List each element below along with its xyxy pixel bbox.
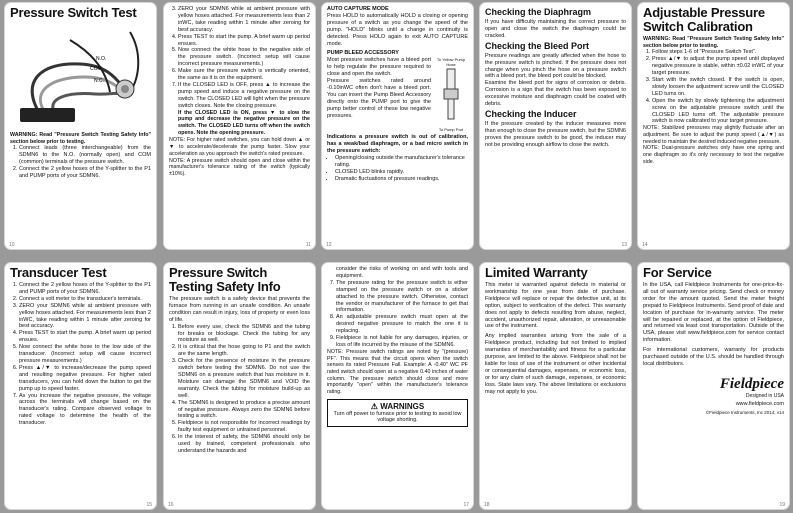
steps-list: [10, 282, 151, 427]
indications-list: [327, 155, 468, 183]
panel-title: For Service: [643, 265, 712, 280]
panel-title: Limited Warranty: [485, 265, 588, 280]
safety-7: 7. The pressure rating for the pressure switch is either stamped on the pressure switch or on a sticker attached to the pressure switch. Otherwise, contact the vendor or manufacturer of the furnace to get that information.: [336, 280, 468, 315]
bleed-accessory-icon: [436, 67, 466, 122]
panel-title: Transducer Test: [10, 265, 107, 280]
step-7: 7. If the CLOSED LED is OFF, press ▲ to increase the pump speed and induce a negative pressure on the switch. The CLOSED LED will light when the pressure switch closes. Note the closing pressure.: [178, 82, 310, 110]
steps-list: [169, 6, 310, 110]
warnings-text: Turn off power to furnace prior to testing to avoid low voltage shorting.: [333, 410, 462, 424]
fig-label-hose: To Yellow Pump Hose: [436, 57, 466, 68]
page-number: 19: [779, 502, 785, 508]
warning-text: WARNING: Read "Pressure Switch Testing Safety Info" section below prior to testing.: [10, 132, 151, 145]
warnings-box: [327, 399, 468, 427]
pump-bleed-heading: PUMP BLEED ACCESSORY: [327, 50, 399, 57]
steps-list: [643, 49, 784, 125]
label-com: COM: [90, 66, 102, 72]
step-5: 5. Now connect the white hose to the low side of the transducer. (Incorrect setup will cause incorrect pressure measurements.): [19, 344, 151, 365]
warnings-title: WARNINGS: [380, 401, 425, 411]
indication-1: • Opening/closing outside the manufacturer's tolerance rating.: [335, 155, 468, 169]
website-link[interactable]: www.fieldpiece.com: [735, 400, 784, 407]
page-number: 16: [168, 502, 174, 508]
step-4: 4. Press TEST to start the pump. A brief warm up period ensues.: [19, 330, 151, 344]
panel-safety-cont: [321, 262, 474, 510]
safety-1: 1. Before every use, check the SDMN6 and the tubing for breaks or blockage. Check the tubing for any moisture as well.: [178, 324, 310, 345]
service-text-1: In the USA, call Fieldpiece Instruments for one-price-fix-all out of warranty service pricing. Send check or money order for the amount quoted. Send the meter freight prepaid to Fieldpiece Instruments. Send proof of date and location of purchase for in-warranty service. The meter will be repaired or replaced, at the option of Fieldpiece, and returned via least cost transportation. Outside of the USA, please visit www.fieldpiece.com for service contact information.: [643, 282, 784, 344]
step-2: 2. Press ▲/▼ to adjust the pump speed until displayed negative pressure is stable, within ±0.02 inWC of your target pressure.: [652, 56, 784, 77]
panel-transducer-test: [4, 262, 157, 510]
label-nc: N.C.: [94, 78, 104, 84]
page-number: 15: [146, 502, 152, 508]
note-tolerance: NOTE: A pressure switch should open and close within the manufacturer's tolerance rating of the switch (typically ±10%).: [169, 157, 310, 177]
step-7: 7. As you increase the negative pressure, the voltage across the terminals will change based on the transducer's rating. Compare observed voltage to rated voltage to determine the health of the transducer.: [19, 393, 151, 428]
service-text-2: For international customers, warranty for products purchased outside of the U.S. should be handled through local distributors.: [643, 347, 784, 367]
step-6: 6. Press ▲/▼ to increase/decrease the pump speed and resulting negative pressure. For higher rated transducers, you can hold down the button to get the pump up to speed faster.: [19, 365, 151, 393]
step-closed-on: If the CLOSED LED is ON, press ▼ to slow the pump and decrease the negative pressure on the switch. The CLOSED LED turns off when the switch opens. Note the opening pressure.: [178, 109, 310, 136]
panel-title: Pressure Switch Test: [10, 5, 137, 20]
step-2: 2. Connect the 2 yellow hoses of the Y-splitter to the P1 and PUMP ports of your SDMN6.: [19, 166, 151, 180]
panel-pressure-switch-test: [4, 2, 157, 250]
panel-limited-warranty: [479, 262, 632, 510]
panel-calibration: [637, 2, 790, 250]
note-ratings: NOTE: Pressure switch ratings are noted by "(pressure) PF". This means that the circuit opens when the switch senses its rated Pressure Fall. Example: A -0.40" WC PF rated switch should open at a negative 0.40 inches of water column. The pressure switch should close and more importantly "open" within the manufacturer's tolerance rating.: [327, 348, 468, 396]
note-stabilized: NOTE: Stabilized pressures may slightly fluctuate after an adjustment. Be sure to adjust the pump speed (▲/▼) as needed to maintain the desired induced negative pressure.: [643, 125, 784, 145]
panel-auto-capture: [321, 2, 474, 250]
warranty-text-2: Any implied warranties arising from the sale of a Fieldpiece product, including but not limited to implied warranties of merchantability and fitness for a particular purpose, are limited to the above. Fieldpiece shall not be liable for loss of use of the instrument or other incidental or consequential damages, expenses, or economic loss, or for any claim of such damage, expenses, or economic loss. State laws vary. The above limitations or exclusions may not apply to you.: [485, 333, 626, 395]
diaphragm-text: If you have difficulty maintaining the correct pressure to open and close the switch the diaphragm could be cracked.: [485, 19, 626, 39]
pump-bleed-text: Most pressure switches have a bleed port to help regulate the pressure required to close and open the switch.: [327, 57, 431, 78]
page-number: 18: [484, 502, 490, 508]
note-higher-rated: NOTE: For higher rated switches, you can hold down ▲ or ▼ to accelerate/decelerate the pump faster. Slow your acceleration as you approach the switch's rated pressure.: [169, 137, 310, 157]
bleed-port-text: Pressure readings are greatly affected when the hose to the pressure switch is pinched. If the pressure does not change when you pinch the hose on a pressure switch with a bleed port, the bleed port could be blocked.: [485, 52, 626, 80]
safety-3: 3. Check for the presence of moisture in the pressure switch before testing the SDMN6. Do not use the SDMN6 on a pressure switch that has moisture in it. Moisture can damage the SDMN6 and VOID the warranty. Check the tubing for moisture build-up as well.: [178, 358, 310, 399]
panel-title: Pressure Switch Testing Safety Info: [169, 265, 281, 294]
label-no: N.O.: [96, 56, 107, 62]
page-number: 12: [326, 242, 332, 248]
step-3: 3. ZERO your SDMN6 while at ambient pressure with yellow hoses attached. For measurements less than 2 inWC, take reading within 1 minute after zeroing for best accuracy.: [178, 6, 310, 34]
step-5: 5. Now connect the white hose to the negative side of the pressure switch. (Incorrect setup will cause incorrect pressure measurements.): [178, 47, 310, 68]
page-number: 10: [9, 242, 15, 248]
safety-8: 8. An adjustable pressure switch must open at the desired negative pressure to match the one it is replacing.: [336, 314, 468, 335]
warning-icon: ⚠: [370, 401, 378, 411]
page-number: 13: [621, 242, 627, 248]
diaphragm-heading: Checking the Diaphragm: [485, 7, 592, 17]
panel-test-steps: [163, 2, 316, 250]
safety-5: 5. Fieldpiece is not responsible for incorrect readings by faulty test equipment or untrained personnel.: [178, 420, 310, 434]
safety-2: 2. It is critical that the hose going to P1 and the switch are the same length.: [178, 344, 310, 358]
panel-checking: [479, 2, 632, 250]
steps-list: [327, 280, 468, 349]
step-4: 4. Press TEST to start the pump. A brief warm up period ensues.: [178, 34, 310, 48]
page-number: 11: [305, 242, 311, 248]
auto-capture-text: Press HOLD to automatically HOLD a closing or opening pressure of a switch as you change the speed of the pump. "HOLD" blinks until a change in continuity is detected. Press HOLD again to exit AUTO CAPTURE mode.: [327, 12, 468, 47]
safety-9: 9. Fieldpiece is not liable for any damages, injuries, or loss of life incurred by the misuse of the SDMN6.: [336, 335, 468, 349]
safety-cont-text: consider the risks of working on and with tools and equipment.: [336, 266, 468, 279]
safety-6: 6. In the interest of safety, the SDMN6 should only be used by trained, competent professionals who understand the hazards and: [178, 434, 310, 455]
panel-safety-info: [163, 262, 316, 510]
safety-4: 4. The SDMN6 is designed to produce a precise amount of negative pressure. Always zero the SDMN6 before testing a switch.: [178, 400, 310, 421]
copyright: ©Fieldpiece Instruments, Inc 2014; v14: [705, 409, 784, 415]
step-1: 1. Connect leads (three interchangeable) from the SDMN6 to the N.O. (normally open) and COM (common) terminals of the pressure switch.: [19, 145, 151, 166]
step-3: 3. ZERO your SDMN6 while at ambient pressure with yellow hoses attached. For measurements less than 2 inWC, take reading within 1 minute after zeroing for best accuracy.: [19, 303, 151, 331]
warranty-text-1: This meter is warranted against defects in material or workmanship for one year from date of purchase. Fieldpiece will replace or repair the defective unit, at its option, subject to verification of the defect. This warranty does not apply to defects resulting from abuse, neglect, accident, unauthorized repair, alteration, or unreasonable use of the instrument.: [485, 282, 626, 330]
fieldpiece-logo: Fieldpiece: [719, 375, 784, 392]
bleed-port-text-2: Examine the bleed port for signs of corrosion or debris. Corrosion is a sign that the switch has been exposed to excessive moisture and diaphragm could be coated with debris.: [485, 80, 626, 108]
panel-for-service: [637, 262, 790, 510]
step-1: 1. Follow steps 1-6 of "Pressure Switch Test".: [652, 49, 784, 56]
step-6: 6. Make sure the pressure switch is vertically oriented, the same as it is on the equipment.: [178, 68, 310, 82]
inducer-text: If the pressure created by the inducer measures more than enough to close the pressure switch, but the SDMN6 proves the pressure switch to be good, the inducer may not be providing enough airflow to close the switch.: [485, 120, 626, 148]
page-number: 14: [642, 242, 648, 248]
logo-subtitle: Designed in USA: [745, 392, 784, 399]
panel-title: Adjustable Pressure Switch Calibration: [643, 5, 765, 34]
inducer-heading: Checking the Inducer: [485, 108, 577, 119]
step-2: 2. Connect a volt meter to the transducer's terminals.: [19, 296, 151, 303]
steps-list: [10, 145, 151, 180]
pressure-switch-illustration: [10, 22, 152, 122]
step-3: 3. Start with the switch closed. If the switch is open, slowly loosen the adjustment screw until the CLOSED LED turns on.: [652, 77, 784, 98]
page-number: 17: [463, 502, 469, 508]
step-4: 4. Open the switch by slowly tightening the adjustment screw on the adjustable pressure switch until the CLOSED LED turns off. The adjustable pressure switch is now calibrated to your target pressure.: [652, 98, 784, 126]
indication-3: • Dramatic fluctuations of pressure readings.: [335, 176, 468, 183]
steps-list: [169, 324, 310, 455]
indication-2: • CLOSED LED blinks rapidly.: [335, 169, 468, 176]
fig-label-port: To Pump Port: [438, 127, 464, 133]
indications-text: Indications a pressure switch is out of calibration, has a weak/bad diaphragm, or a bad micro switch in the pressure switch:: [327, 134, 468, 155]
pump-bleed-text-2: Pressure switches rated around -0.10inWC often don't have a bleed port. You can insert the Pump Bleed Accessory directly onto the PUMP port to give the pump better control of these low negative pressures.: [327, 78, 431, 119]
warning-text: WARNING: Read "Pressure Switch Testing Safety Info" section below prior to testing.: [643, 36, 784, 49]
step-1: 1. Connect the 2 yellow hoses of the Y-splitter to the P1 and PUMP ports of your SDMN6.: [19, 282, 151, 296]
note-dual: NOTE: Dual-pressure switches only have one spring and one diaphragm so it's only necessary to test the negative side.: [643, 145, 784, 165]
auto-capture-heading: AUTO CAPTURE MODE: [327, 6, 389, 12]
bleed-port-heading: Checking the Bleed Port: [485, 40, 590, 51]
safety-intro: The pressure switch is a safety device that prevents the furnace from running in an unsafe condition. An unsafe condition can result in injury, loss of property or even loss of life.: [169, 296, 310, 323]
